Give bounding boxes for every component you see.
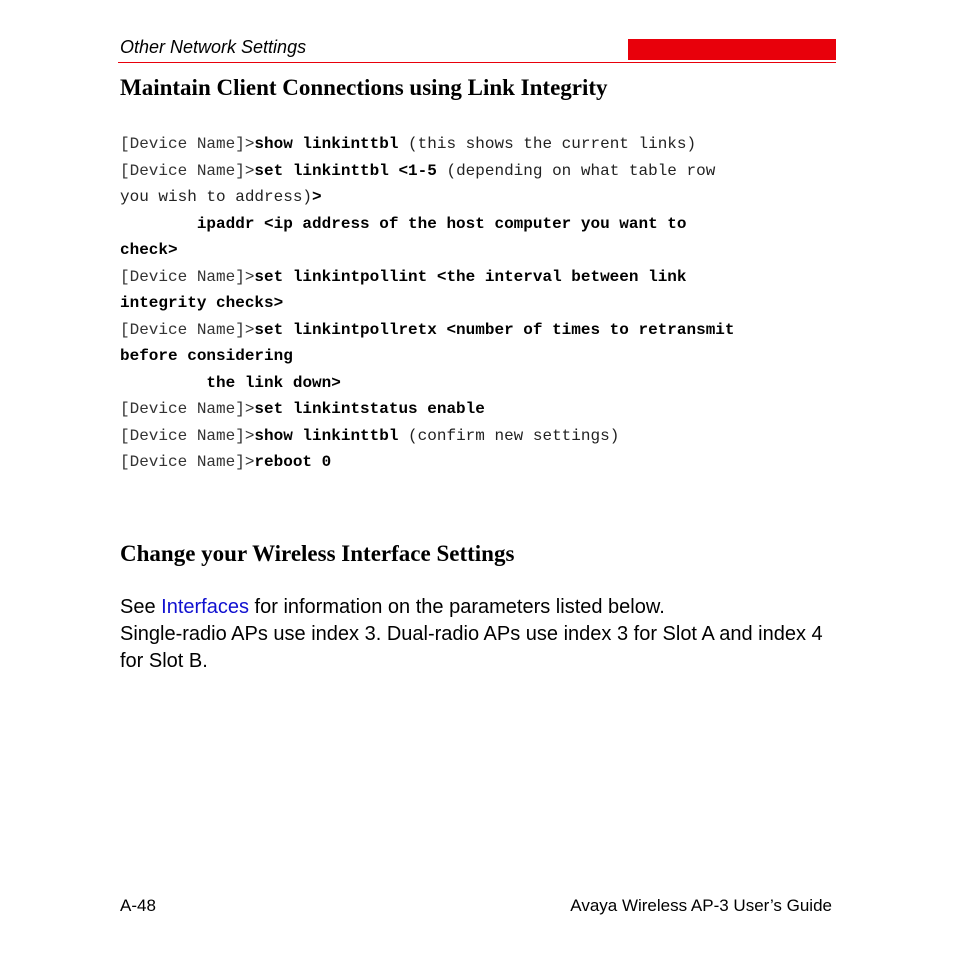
paragraph-see-interfaces (120, 594, 840, 621)
code-cmd: ipaddr <ip address of the host computer you want to (196, 214, 687, 233)
code-cmd: show linkinttbl (254, 135, 399, 153)
code-line (120, 290, 850, 317)
code-prompt: [Device Name]> (120, 453, 255, 471)
code-line (120, 396, 850, 423)
section-heading-link-integrity: Maintain Client Connections using Link Integrity (120, 75, 608, 100)
code-cmd: the link down> (206, 373, 341, 392)
para-text-after: for information on the parameters listed below. (248, 596, 665, 618)
section-heading-wireless-interface: Change your Wireless Interface Settings (120, 541, 515, 566)
code-cmd: integrity checks> (120, 294, 284, 312)
code-cmd: set linkinttbl <1-5 (254, 161, 437, 180)
code-prompt: [Device Name]> (120, 161, 255, 180)
code-cmd: before considering (120, 347, 293, 365)
page-number: A-48 (120, 896, 156, 915)
code-prompt: [Device Name]> (120, 400, 255, 418)
code-prompt: [Device Name]> (120, 267, 255, 286)
code-cmd: set linkintpollretx <number of times to retransmit (254, 320, 735, 339)
code-line (120, 423, 850, 450)
code-line (120, 317, 850, 344)
code-note: you wish to address) (120, 188, 313, 206)
code-cmd: set linkintstatus enable (254, 400, 485, 418)
code-prompt: [Device Name]> (120, 426, 255, 445)
code-line (120, 158, 850, 185)
code-line (120, 343, 850, 370)
code-cmd: set linkintpollint <the interval between link (254, 267, 687, 286)
code-cmd: reboot 0 (254, 453, 332, 471)
para-text-before: See (120, 596, 162, 618)
code-line (120, 131, 850, 158)
code-prompt: [Device Name]> (120, 320, 255, 339)
code-prompt: [Device Name]> (120, 135, 255, 153)
guide-title: Avaya Wireless AP-3 User’s Guide (570, 896, 832, 915)
cli-command-block (120, 131, 850, 476)
code-note (120, 374, 206, 392)
code-cmd: > (312, 188, 322, 206)
code-line (120, 370, 850, 397)
code-line (120, 264, 850, 291)
code-note: (confirm new settings) (398, 426, 620, 445)
code-note: (depending on what table row (436, 161, 716, 180)
code-line (120, 237, 850, 264)
code-cmd: check> (120, 241, 178, 259)
header-accent-bar (628, 39, 836, 60)
running-header-title: Other Network Settings (120, 37, 307, 57)
code-line (120, 211, 850, 238)
code-line (120, 449, 850, 476)
body-paragraph (120, 594, 840, 675)
code-cmd: show linkinttbl (254, 426, 399, 445)
code-line (120, 184, 850, 211)
interfaces-link[interactable]: Interfaces (161, 596, 249, 618)
code-note: (this shows the current links) (398, 135, 697, 153)
header-rule (118, 62, 836, 63)
paragraph-radio-index: Single-radio APs use index 3. Dual-radio APs use index 3 for Slot A and index 4 for Slot B. (120, 623, 823, 672)
code-note (120, 215, 197, 233)
